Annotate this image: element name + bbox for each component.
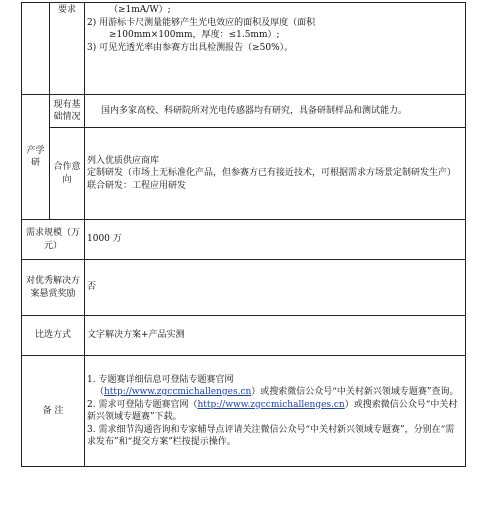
note-1-text-a: 1. 专题赛详细信息可登陆专题赛官网 [87, 374, 234, 385]
scale-label: 需求规模（万元） [22, 220, 85, 260]
note-2-text-a: 2. 需求可登陆专题赛官网（ [87, 399, 198, 410]
reward-label: 对优秀解决方案悬赏奖励 [22, 260, 85, 316]
reward-value: 否 [85, 260, 466, 316]
cooperation-label: 合作意向 [50, 128, 85, 220]
row-method [22, 316, 466, 356]
notes-content [85, 356, 466, 467]
notes-label: 备 注 [22, 356, 85, 467]
note-1: 1. 专题赛详细信息可登陆专题赛官网 （http://www.zgccmichallenges.cn）或搜索微信公众号“中关村新兴领域专题赛”查询。 [87, 374, 459, 397]
req-line-4: 3) 可见光透光率由参赛方出具检测报告（≥50%）。 [87, 42, 294, 53]
requirements-content [85, 3, 466, 95]
row-reward [22, 260, 466, 316]
note-1-link[interactable]: http://www.zgccmichallenges.cn [104, 387, 252, 397]
empty-cell [22, 3, 50, 95]
note-2 [87, 399, 463, 424]
row-cooperation [22, 128, 466, 220]
row-scale [22, 220, 466, 260]
requirements-table [21, 2, 466, 467]
note-2-link[interactable]: http://www.zgccmichallenges.cn [197, 399, 345, 410]
coop-line-3: 联合研发：工程应用研发 [87, 180, 187, 191]
req-line-3: ≥100mm×100mm，厚度：≤1.5mm）; [109, 30, 280, 40]
industry-academia-label: 产学研 [22, 95, 50, 220]
row-requirements [22, 3, 466, 95]
note-2-text-b: ）或搜索微信公众号“中关村新兴领域专题赛”下载。 [87, 399, 458, 422]
coop-line-1: 列入优质供应商库 [87, 155, 160, 166]
row-basis [22, 95, 466, 128]
basis-label: 现有基础情况 [50, 95, 85, 128]
req-line-1: （≥1mA/W）; [109, 5, 171, 15]
note-1-text-b: ）或搜索微信公众号“中关村新兴领域专题赛”查询。 [251, 387, 459, 397]
req-line-2: 2) 用游标卡尺测量能够产生光电效应的面积及厚度（面积 [87, 17, 316, 28]
scale-value: 1000 万 [85, 220, 466, 260]
row-notes [22, 356, 466, 467]
basis-text: 国内多家高校、科研院所对光电传感器均有研究，具备研制样品和测试能力。 [85, 95, 466, 128]
method-label: 比选方式 [22, 316, 85, 356]
cooperation-content [85, 128, 466, 220]
method-value: 文字解决方案+产品实测 [85, 316, 466, 356]
coop-line-2: 定制研发（市场上无标准化产品，但参赛方已有接近技术，可根据需求方场景定制研发生产） [87, 168, 457, 179]
requirements-label: 要求 [50, 3, 85, 95]
note-3: 3. 需求细节沟通咨询和专家辅导点评请关注微信公众号“中关村新兴领域专题赛”，分别在“需求发布”和“提交方案”栏按提示操作。 [87, 424, 455, 447]
